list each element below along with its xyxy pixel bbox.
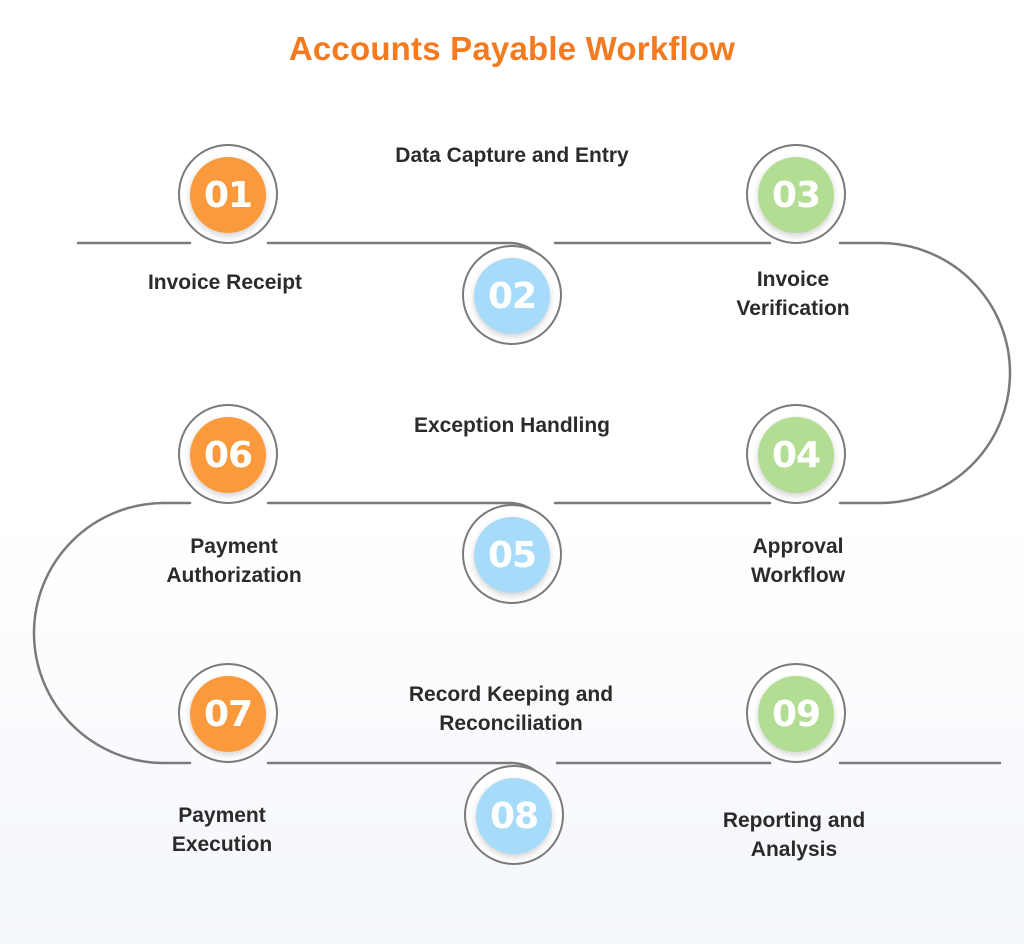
step-01 xyxy=(178,144,278,244)
step-03-label: Invoice Verification xyxy=(736,268,850,320)
step-05 xyxy=(462,504,562,604)
step-04 xyxy=(746,404,846,504)
step-number-badge: 06 xyxy=(190,417,266,493)
diagram-title: Accounts Payable Workflow xyxy=(288,30,736,67)
step-08-label: Record Keeping and Reconciliation xyxy=(408,683,614,735)
step-09-label: Reporting and Analysis xyxy=(722,809,866,861)
step-number-badge: 04 xyxy=(758,417,834,493)
step-05-label: Exception Handling xyxy=(413,414,610,437)
step-07 xyxy=(178,663,278,763)
step-04-label: Approval Workflow xyxy=(750,535,846,587)
connector-right-loop xyxy=(880,243,1010,503)
step-01-label: Invoice Receipt xyxy=(147,271,303,294)
step-number-badge: 08 xyxy=(476,778,552,854)
step-number-badge: 09 xyxy=(758,676,834,752)
step-02 xyxy=(462,245,562,345)
step-09 xyxy=(746,663,846,763)
step-number-badge: 07 xyxy=(190,676,266,752)
step-number-badge: 02 xyxy=(474,258,550,334)
step-08 xyxy=(464,765,564,865)
step-07-label: Payment Execution xyxy=(171,804,273,856)
step-number-badge: 03 xyxy=(758,157,834,233)
step-number-badge: 01 xyxy=(190,157,266,233)
step-number-badge: 05 xyxy=(474,517,550,593)
step-03 xyxy=(746,144,846,244)
step-06 xyxy=(178,404,278,504)
step-06-label: Payment Authorization xyxy=(166,535,302,587)
step-02-label: Data Capture and Entry xyxy=(395,144,629,167)
